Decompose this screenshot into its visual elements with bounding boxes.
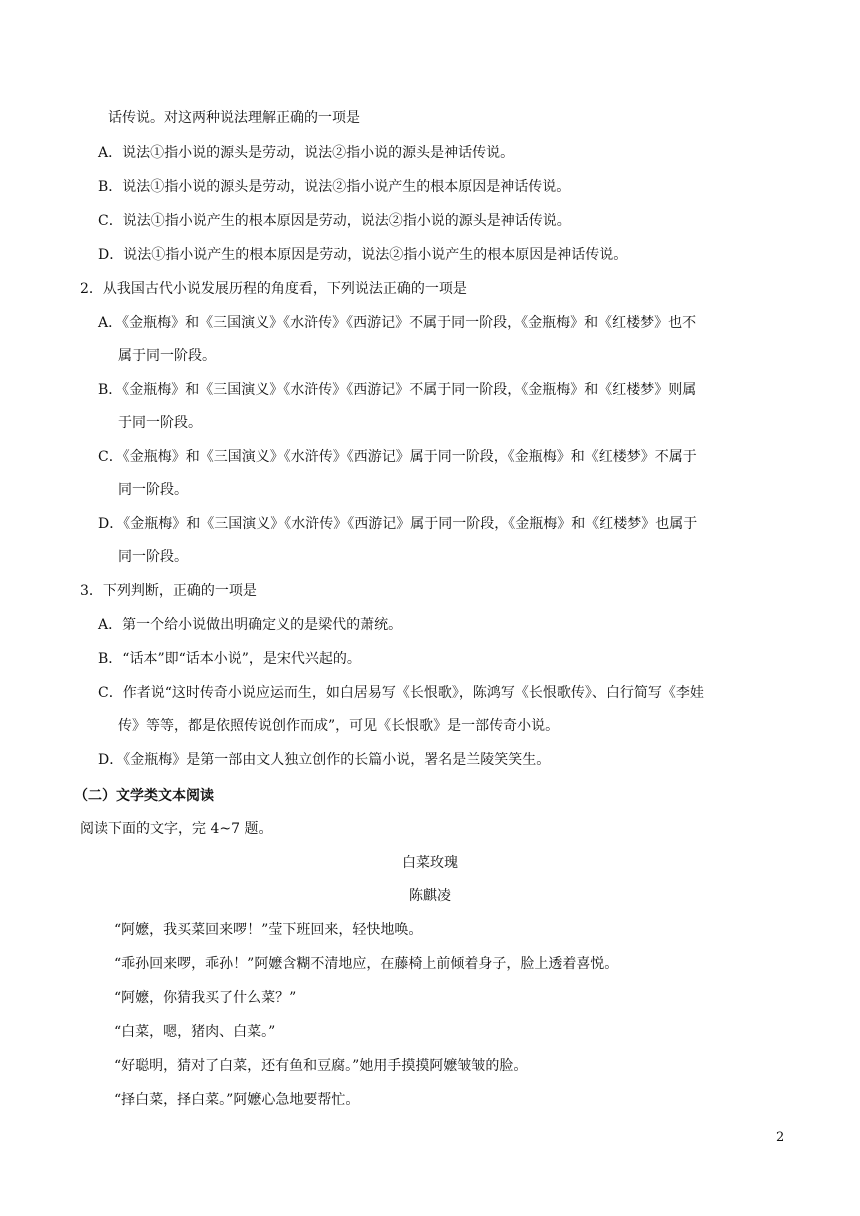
story-paragraph: “白菜，嗯，猪肉、白菜。” (114, 1024, 276, 1040)
q2-option-c-line1: C．《金瓶梅》和《三国演义》《水浒传》《西游记》属于同一阶段，《金瓶梅》和《红楼梦》不属于 (98, 449, 697, 465)
q1-option-b: B．说法①指小说的源头是劳动，说法②指小说产生的根本原因是神话传说。 (98, 179, 571, 195)
q1-option-d: D．说法①指小说产生的根本原因是劳动，说法②指小说产生的根本原因是神话传说。 (98, 247, 628, 263)
story-author: 陈麒凌 (409, 888, 451, 904)
q3-option-c-line2: 传》等等，都是依照传说创作而成”，可见《长恨歌》是一部传奇小说。 (118, 718, 560, 734)
reading-instruction: 阅读下面的文字，完 4~7 题。 (80, 821, 273, 837)
story-paragraph: “阿嬷，我买菜回来啰！”莹下班回来，轻快地唤。 (114, 922, 423, 938)
q2-option-a-line1: A．《金瓶梅》和《三国演义》《水浒传》《西游记》不属于同一阶段，《金瓶梅》和《红楼梦》也不 (98, 315, 697, 331)
q2-option-d-line2: 同一阶段。 (118, 549, 188, 565)
q3-option-b: B．“话本”即“话本小说”，是宋代兴起的。 (98, 651, 361, 667)
q1-option-c: C．说法①指小说产生的根本原因是劳动，说法②指小说的源头是神话传说。 (98, 213, 571, 229)
q2-option-b-line1: B．《金瓶梅》和《三国演义》《水浒传》《西游记》不属于同一阶段，《金瓶梅》和《红楼梦》则属 (98, 382, 697, 398)
section-heading: （二）文学类文本阅读 (74, 788, 214, 804)
q3-stem: 3．下列判断，正确的一项是 (80, 583, 257, 599)
story-paragraph: “择白菜，择白菜。”阿嬷心急地要帮忙。 (114, 1092, 360, 1108)
q1-stem-continuation: 话传说。对这两种说法理解正确的一项是 (108, 110, 360, 126)
q2-option-b-line2: 于同一阶段。 (118, 415, 202, 431)
q1-option-a: A．说法①指小说的源头是劳动，说法②指小说的源头是神话传说。 (98, 145, 515, 161)
story-paragraph: “乖孙回来啰，乖孙！”阿嬷含糊不清地应，在藤椅上前倾着身子，脸上透着喜悦。 (114, 956, 619, 972)
story-paragraph: “阿嬷，你猜我买了什么菜？” (114, 990, 297, 1006)
story-title: 白菜玫瑰 (402, 855, 458, 871)
q2-option-a-line2: 属于同一阶段。 (118, 348, 216, 364)
q3-option-c-line1: C．作者说“这时传奇小说应运而生，如白居易写《长恨歌》，陈鸿写《长恨歌传》、白行简写《李娃 (98, 685, 704, 701)
q3-option-d: D．《金瓶梅》是第一部由文人独立创作的长篇小说，署名是兰陵笑笑生。 (98, 752, 551, 768)
page-number: 2 (776, 1130, 785, 1145)
q2-option-c-line2: 同一阶段。 (118, 482, 188, 498)
q2-option-d-line1: D．《金瓶梅》和《三国演义》《水浒传》《西游记》属于同一阶段，《金瓶梅》和《红楼梦》也属于 (98, 516, 698, 532)
q3-option-a: A．第一个给小说做出明确定义的是梁代的萧统。 (98, 617, 403, 633)
story-paragraph: “好聪明，猜对了白菜，还有鱼和豆腐。”她用手摸摸阿嬷皱皱的脸。 (114, 1058, 528, 1074)
q2-stem: 2．从我国古代小说发展历程的角度看，下列说法正确的一项是 (80, 281, 467, 297)
